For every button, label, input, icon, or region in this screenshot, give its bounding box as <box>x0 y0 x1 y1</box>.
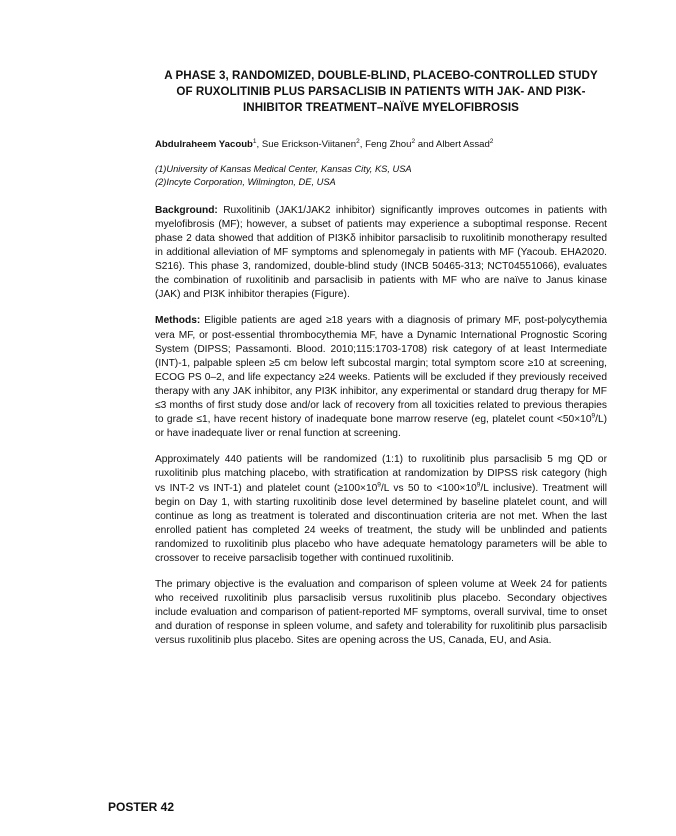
separator: and <box>415 139 436 150</box>
affiliation-marker: 2 <box>489 137 494 145</box>
separator: , <box>359 139 366 150</box>
exponent: 9 <box>591 412 596 420</box>
methods-paragraph <box>155 314 607 441</box>
author-list <box>155 138 607 151</box>
objectives-paragraph: The primary objective is the evaluation and comparison of spleen volume at Week 24 for patients who received ruxolitinib plus parsaclisib versus ruxolitinib plus placebo. Secondary objectives include evaluation and comparison of patient-reported MF symptoms, overall survival, time to onset and duration of response in spleen volume, and safety and tolerability for ruxolitinib plus parsaclisib versus ruxolitinib plus placebo. Sites are opening across the US, Canada, EU, and Asia. <box>155 579 607 647</box>
separator: , <box>256 139 262 150</box>
methods-text: Eligible patients are aged ≥18 years with a diagnosis of primary MF, post-polycythemia vera MF, or post-essential thrombocythemia MF, have a Dynamic International Prognostic Scoring System (DIPSS; Passamonti. Blood. 2010;115:1703-1708) risk category of at least Intermediate (INT)-1, palpable spleen ≥5 cm below left subcostal margin; total symptom score ≥10 at screening, ECOG PS 0–2, and life expectancy ≥24 weeks. Patients will be excluded if they previously received therapy with any JAK inhibitor, any PI3K inhibitor, any experimental or standard drug therapy for MF ≤3 months of first study dose and/or lack of recovery from all toxicities related to previous therapies to grade ≤1, have recent history of inadequate bone marrow reserve (eg, platelet count <50×10 <box>155 315 607 426</box>
affiliations <box>155 163 607 190</box>
author-name: Sue Erickson-Viitanen <box>261 139 357 150</box>
poster-number: POSTER 42 <box>108 800 175 814</box>
randomization-paragraph <box>155 453 607 566</box>
background-label: Background: <box>155 204 218 216</box>
affiliation-marker: 1 <box>252 137 257 145</box>
affiliation-marker: 2 <box>411 137 416 145</box>
background-text: Ruxolitinib (JAK1/JAK2 inhibitor) significantly improves outcomes in patients with myelofibrosis (MF); however, a subset of patients may experience a suboptimal response. Recent phase 2 data showed that addition of PI3Kδ inhibitor parsaclisib to ruxolitinib monotherapy resulted in additional alleviation of MF symptoms and splenomegaly in patients with MF (Yacoub. EHA2020. S216). This phase 3, randomized, double-blind study (INCB 50465-313; NCT04551066), evaluates the combination of ruxolitinib and parsaclisib in patients with MF who are naïve to Janus kinase (JAK) and PI3K inhibitor therapies (Figure). <box>155 204 607 301</box>
background-paragraph <box>155 204 607 303</box>
affiliation-2: (2)Incyte Corporation, Wilmington, DE, USA <box>155 177 336 188</box>
author-name: Abdulraheem Yacoub <box>155 139 253 150</box>
randomization-text: /L vs 50 to <100×10 <box>380 482 477 494</box>
abstract-title: A PHASE 3, RANDOMIZED, DOUBLE-BLIND, PLACEBO-CONTROLLED STUDY OF RUXOLITINIB PLUS PARSACLISIB IN PATIENTS WITH JAK- AND PI3K-INHIBITOR TREATMENT–NAÏVE MYELOFIBROSIS <box>164 69 598 114</box>
exponent: 9 <box>377 481 381 489</box>
author-name: Albert Assad <box>435 139 490 150</box>
exponent: 9 <box>476 481 481 489</box>
randomization-text: /L inclusive). Treatment will begin on Day 1, with starting ruxolitinib dose level determined by baseline platelet count, and will continue as long as treatment is tolerated and discontinuation criteria are not met. When the last enrolled patient has completed 24 weeks of treatment, the study will be unblinded and patients randomized to ruxolitinib plus placebo who have adequate hematology parameters will be able to crossover to receive parsaclisib together with continued ruxolitinib. <box>155 482 607 564</box>
author-name: Feng Zhou <box>365 139 412 150</box>
affiliation-1: (1)University of Kansas Medical Center, Kansas City, KS, USA <box>155 164 412 174</box>
affiliation-marker: 2 <box>356 137 360 145</box>
methods-label: Methods: <box>155 315 201 327</box>
randomization-text: Approximately 440 patients will be randomized (1:1) to ruxolitinib plus parsaclisib 5 mg QD or ruxolitinib plus matching placebo, with stratification at randomization by DIPSS risk category (high vs INT-2 vs INT-1) and platelet count (≥100×10 <box>155 454 607 494</box>
abstract-body <box>155 68 607 649</box>
methods-text-end: /L) or have inadequate liver or renal function at screening. <box>155 414 607 440</box>
